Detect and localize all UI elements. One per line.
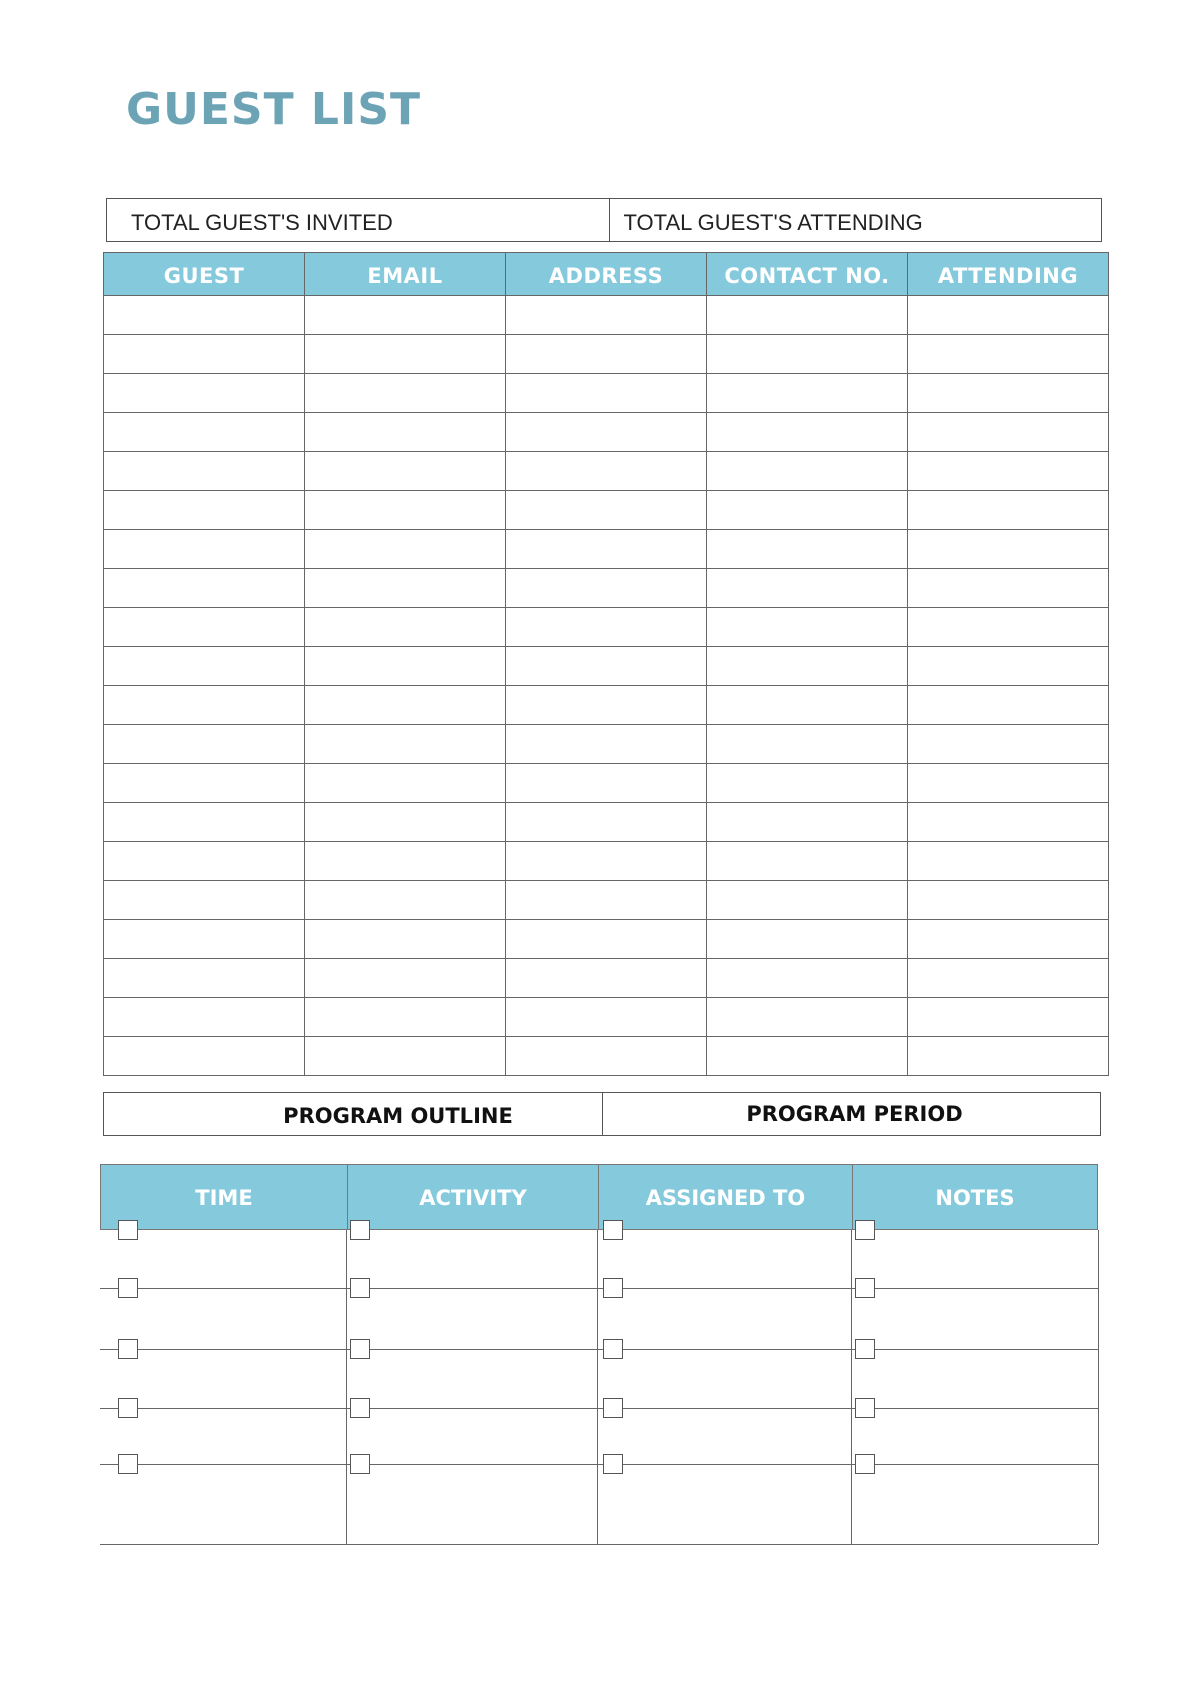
cell-guest[interactable]	[104, 998, 305, 1037]
cell-guest[interactable]	[104, 608, 305, 647]
checkbox[interactable]	[350, 1339, 370, 1359]
table-row	[104, 569, 1109, 608]
checkbox[interactable]	[603, 1339, 623, 1359]
table-row	[104, 374, 1109, 413]
column-header-assigned-to: ASSIGNED TO	[598, 1165, 852, 1229]
cell-guest[interactable]	[104, 569, 305, 608]
cell-contact[interactable]	[707, 881, 908, 920]
activity-table-header	[100, 1164, 1098, 1230]
cell-contact[interactable]	[707, 335, 908, 374]
cell-contact[interactable]	[707, 959, 908, 998]
cell-address[interactable]	[506, 413, 707, 452]
table-row	[104, 803, 1109, 842]
cell-guest[interactable]	[104, 296, 305, 335]
cell-email[interactable]	[305, 881, 506, 920]
table-row	[104, 959, 1109, 998]
cell-address[interactable]	[506, 959, 707, 998]
column-divider	[851, 1230, 852, 1544]
checkbox[interactable]	[603, 1278, 623, 1298]
column-header-attending: ATTENDING	[908, 253, 1109, 296]
cell-address[interactable]	[506, 608, 707, 647]
cell-email[interactable]	[305, 1037, 506, 1076]
checkbox[interactable]	[603, 1220, 623, 1240]
totals-box	[106, 198, 1102, 242]
cell-address[interactable]	[506, 530, 707, 569]
table-row	[104, 764, 1109, 803]
cell-guest[interactable]	[104, 881, 305, 920]
table-row	[104, 725, 1109, 764]
cell-contact[interactable]	[707, 803, 908, 842]
table-row	[104, 452, 1109, 491]
checkbox[interactable]	[350, 1278, 370, 1298]
cell-contact[interactable]	[707, 413, 908, 452]
cell-attending[interactable]	[908, 959, 1109, 998]
total-invited-field[interactable]	[107, 199, 609, 241]
checkbox[interactable]	[118, 1220, 138, 1240]
cell-address[interactable]	[506, 452, 707, 491]
cell-contact[interactable]	[707, 491, 908, 530]
cell-attending[interactable]	[908, 725, 1109, 764]
cell-email[interactable]	[305, 764, 506, 803]
cell-attending[interactable]	[908, 335, 1109, 374]
cell-email[interactable]	[305, 452, 506, 491]
column-header-time: TIME	[195, 1186, 253, 1210]
cell-guest[interactable]	[104, 491, 305, 530]
column-header-notes: NOTES	[852, 1165, 1097, 1229]
cell-email[interactable]	[305, 491, 506, 530]
column-header-activity: ACTIVITY	[347, 1165, 598, 1229]
table-row	[104, 647, 1109, 686]
cell-address[interactable]	[506, 920, 707, 959]
cell-guest[interactable]	[104, 335, 305, 374]
checkbox[interactable]	[350, 1398, 370, 1418]
cell-guest[interactable]	[104, 1037, 305, 1076]
cell-contact[interactable]	[707, 998, 908, 1037]
cell-email[interactable]	[305, 803, 506, 842]
guest-table	[103, 252, 1109, 1076]
cell-address[interactable]	[506, 296, 707, 335]
cell-contact[interactable]	[707, 608, 908, 647]
checkbox[interactable]	[855, 1339, 875, 1359]
cell-attending[interactable]	[908, 296, 1109, 335]
cell-contact[interactable]	[707, 764, 908, 803]
cell-attending[interactable]	[908, 842, 1109, 881]
row-divider	[100, 1408, 1098, 1409]
cell-email[interactable]	[305, 959, 506, 998]
cell-contact[interactable]	[707, 725, 908, 764]
cell-address[interactable]	[506, 374, 707, 413]
cell-attending[interactable]	[908, 686, 1109, 725]
cell-email[interactable]	[305, 296, 506, 335]
row-divider	[100, 1349, 1098, 1350]
cell-email[interactable]	[305, 686, 506, 725]
row-divider	[100, 1464, 1098, 1465]
cell-contact[interactable]	[707, 920, 908, 959]
cell-email[interactable]	[305, 842, 506, 881]
cell-attending[interactable]	[908, 764, 1109, 803]
cell-contact[interactable]	[707, 686, 908, 725]
cell-email[interactable]	[305, 920, 506, 959]
cell-guest[interactable]	[104, 647, 305, 686]
cell-guest[interactable]	[104, 374, 305, 413]
cell-attending[interactable]	[908, 374, 1109, 413]
checkbox[interactable]	[350, 1454, 370, 1474]
table-row	[104, 335, 1109, 374]
guest-table-header	[104, 253, 1109, 296]
cell-email[interactable]	[305, 725, 506, 764]
activity-table	[100, 1164, 1098, 1544]
cell-address[interactable]	[506, 764, 707, 803]
cell-contact[interactable]	[707, 296, 908, 335]
cell-email[interactable]	[305, 335, 506, 374]
column-header-email: EMAIL	[305, 253, 506, 296]
cell-guest[interactable]	[104, 413, 305, 452]
checkbox[interactable]	[855, 1454, 875, 1474]
cell-guest[interactable]	[104, 452, 305, 491]
table-row	[104, 296, 1109, 335]
cell-attending[interactable]	[908, 1037, 1109, 1076]
cell-address[interactable]	[506, 881, 707, 920]
row-divider	[100, 1544, 1098, 1545]
checkbox[interactable]	[118, 1454, 138, 1474]
cell-attending[interactable]	[908, 998, 1109, 1037]
table-row	[104, 491, 1109, 530]
table-row	[104, 842, 1109, 881]
checkbox[interactable]	[603, 1454, 623, 1474]
cell-email[interactable]	[305, 647, 506, 686]
cell-attending[interactable]	[908, 647, 1109, 686]
checkbox[interactable]	[118, 1339, 138, 1359]
table-row	[104, 881, 1109, 920]
cell-contact[interactable]	[707, 647, 908, 686]
cell-attending[interactable]	[908, 803, 1109, 842]
total-invited-label: TOTAL GUEST'S INVITED	[131, 210, 393, 235]
column-divider	[597, 1230, 598, 1544]
cell-contact[interactable]	[707, 452, 908, 491]
cell-attending[interactable]	[908, 452, 1109, 491]
cell-email[interactable]	[305, 530, 506, 569]
table-row	[104, 686, 1109, 725]
cell-address[interactable]	[506, 491, 707, 530]
checkbox[interactable]	[855, 1278, 875, 1298]
program-outline-label: PROGRAM OUTLINE	[283, 1104, 513, 1128]
cell-guest[interactable]	[104, 842, 305, 881]
cell-attending[interactable]	[908, 530, 1109, 569]
cell-guest[interactable]	[104, 530, 305, 569]
cell-contact[interactable]	[707, 374, 908, 413]
cell-address[interactable]	[506, 686, 707, 725]
cell-address[interactable]	[506, 569, 707, 608]
cell-contact[interactable]	[707, 530, 908, 569]
cell-address[interactable]	[506, 725, 707, 764]
table-row	[104, 1037, 1109, 1076]
cell-guest[interactable]	[104, 686, 305, 725]
program-bar	[103, 1092, 1101, 1136]
table-row	[104, 998, 1109, 1037]
cell-attending[interactable]	[908, 491, 1109, 530]
program-period-label: PROGRAM PERIOD	[602, 1093, 1100, 1135]
table-row	[104, 413, 1109, 452]
table-row	[104, 920, 1109, 959]
cell-guest[interactable]	[104, 725, 305, 764]
column-header-address: ADDRESS	[506, 253, 707, 296]
cell-address[interactable]	[506, 998, 707, 1037]
cell-email[interactable]	[305, 413, 506, 452]
cell-guest[interactable]	[104, 764, 305, 803]
table-row	[104, 608, 1109, 647]
cell-address[interactable]	[506, 803, 707, 842]
cell-guest[interactable]	[104, 959, 305, 998]
cell-attending[interactable]	[908, 569, 1109, 608]
checkbox[interactable]	[603, 1398, 623, 1418]
table-row	[104, 530, 1109, 569]
checkbox[interactable]	[855, 1398, 875, 1418]
cell-email[interactable]	[305, 569, 506, 608]
cell-attending[interactable]	[908, 920, 1109, 959]
cell-attending[interactable]	[908, 413, 1109, 452]
guest-table-body	[104, 296, 1109, 1076]
page-title: GUEST LIST	[126, 84, 422, 135]
cell-address[interactable]	[506, 647, 707, 686]
column-divider	[346, 1230, 347, 1544]
column-divider	[1098, 1230, 1099, 1544]
cell-guest[interactable]	[104, 920, 305, 959]
cell-email[interactable]	[305, 374, 506, 413]
cell-contact[interactable]	[707, 1037, 908, 1076]
cell-address[interactable]	[506, 842, 707, 881]
row-divider	[100, 1288, 1098, 1289]
column-header-guest: GUEST	[104, 253, 305, 296]
cell-address[interactable]	[506, 335, 707, 374]
checkbox[interactable]	[350, 1220, 370, 1240]
cell-guest[interactable]	[104, 803, 305, 842]
column-header-contact: CONTACT NO.	[707, 253, 908, 296]
checkbox[interactable]	[118, 1398, 138, 1418]
cell-contact[interactable]	[707, 842, 908, 881]
checkbox[interactable]	[118, 1278, 138, 1298]
total-attending-field[interactable]	[609, 199, 1102, 241]
cell-address[interactable]	[506, 1037, 707, 1076]
cell-contact[interactable]	[707, 569, 908, 608]
checkbox[interactable]	[855, 1220, 875, 1240]
cell-email[interactable]	[305, 998, 506, 1037]
total-attending-label: TOTAL GUEST'S ATTENDING	[623, 210, 923, 235]
cell-email[interactable]	[305, 608, 506, 647]
cell-attending[interactable]	[908, 608, 1109, 647]
cell-attending[interactable]	[908, 881, 1109, 920]
